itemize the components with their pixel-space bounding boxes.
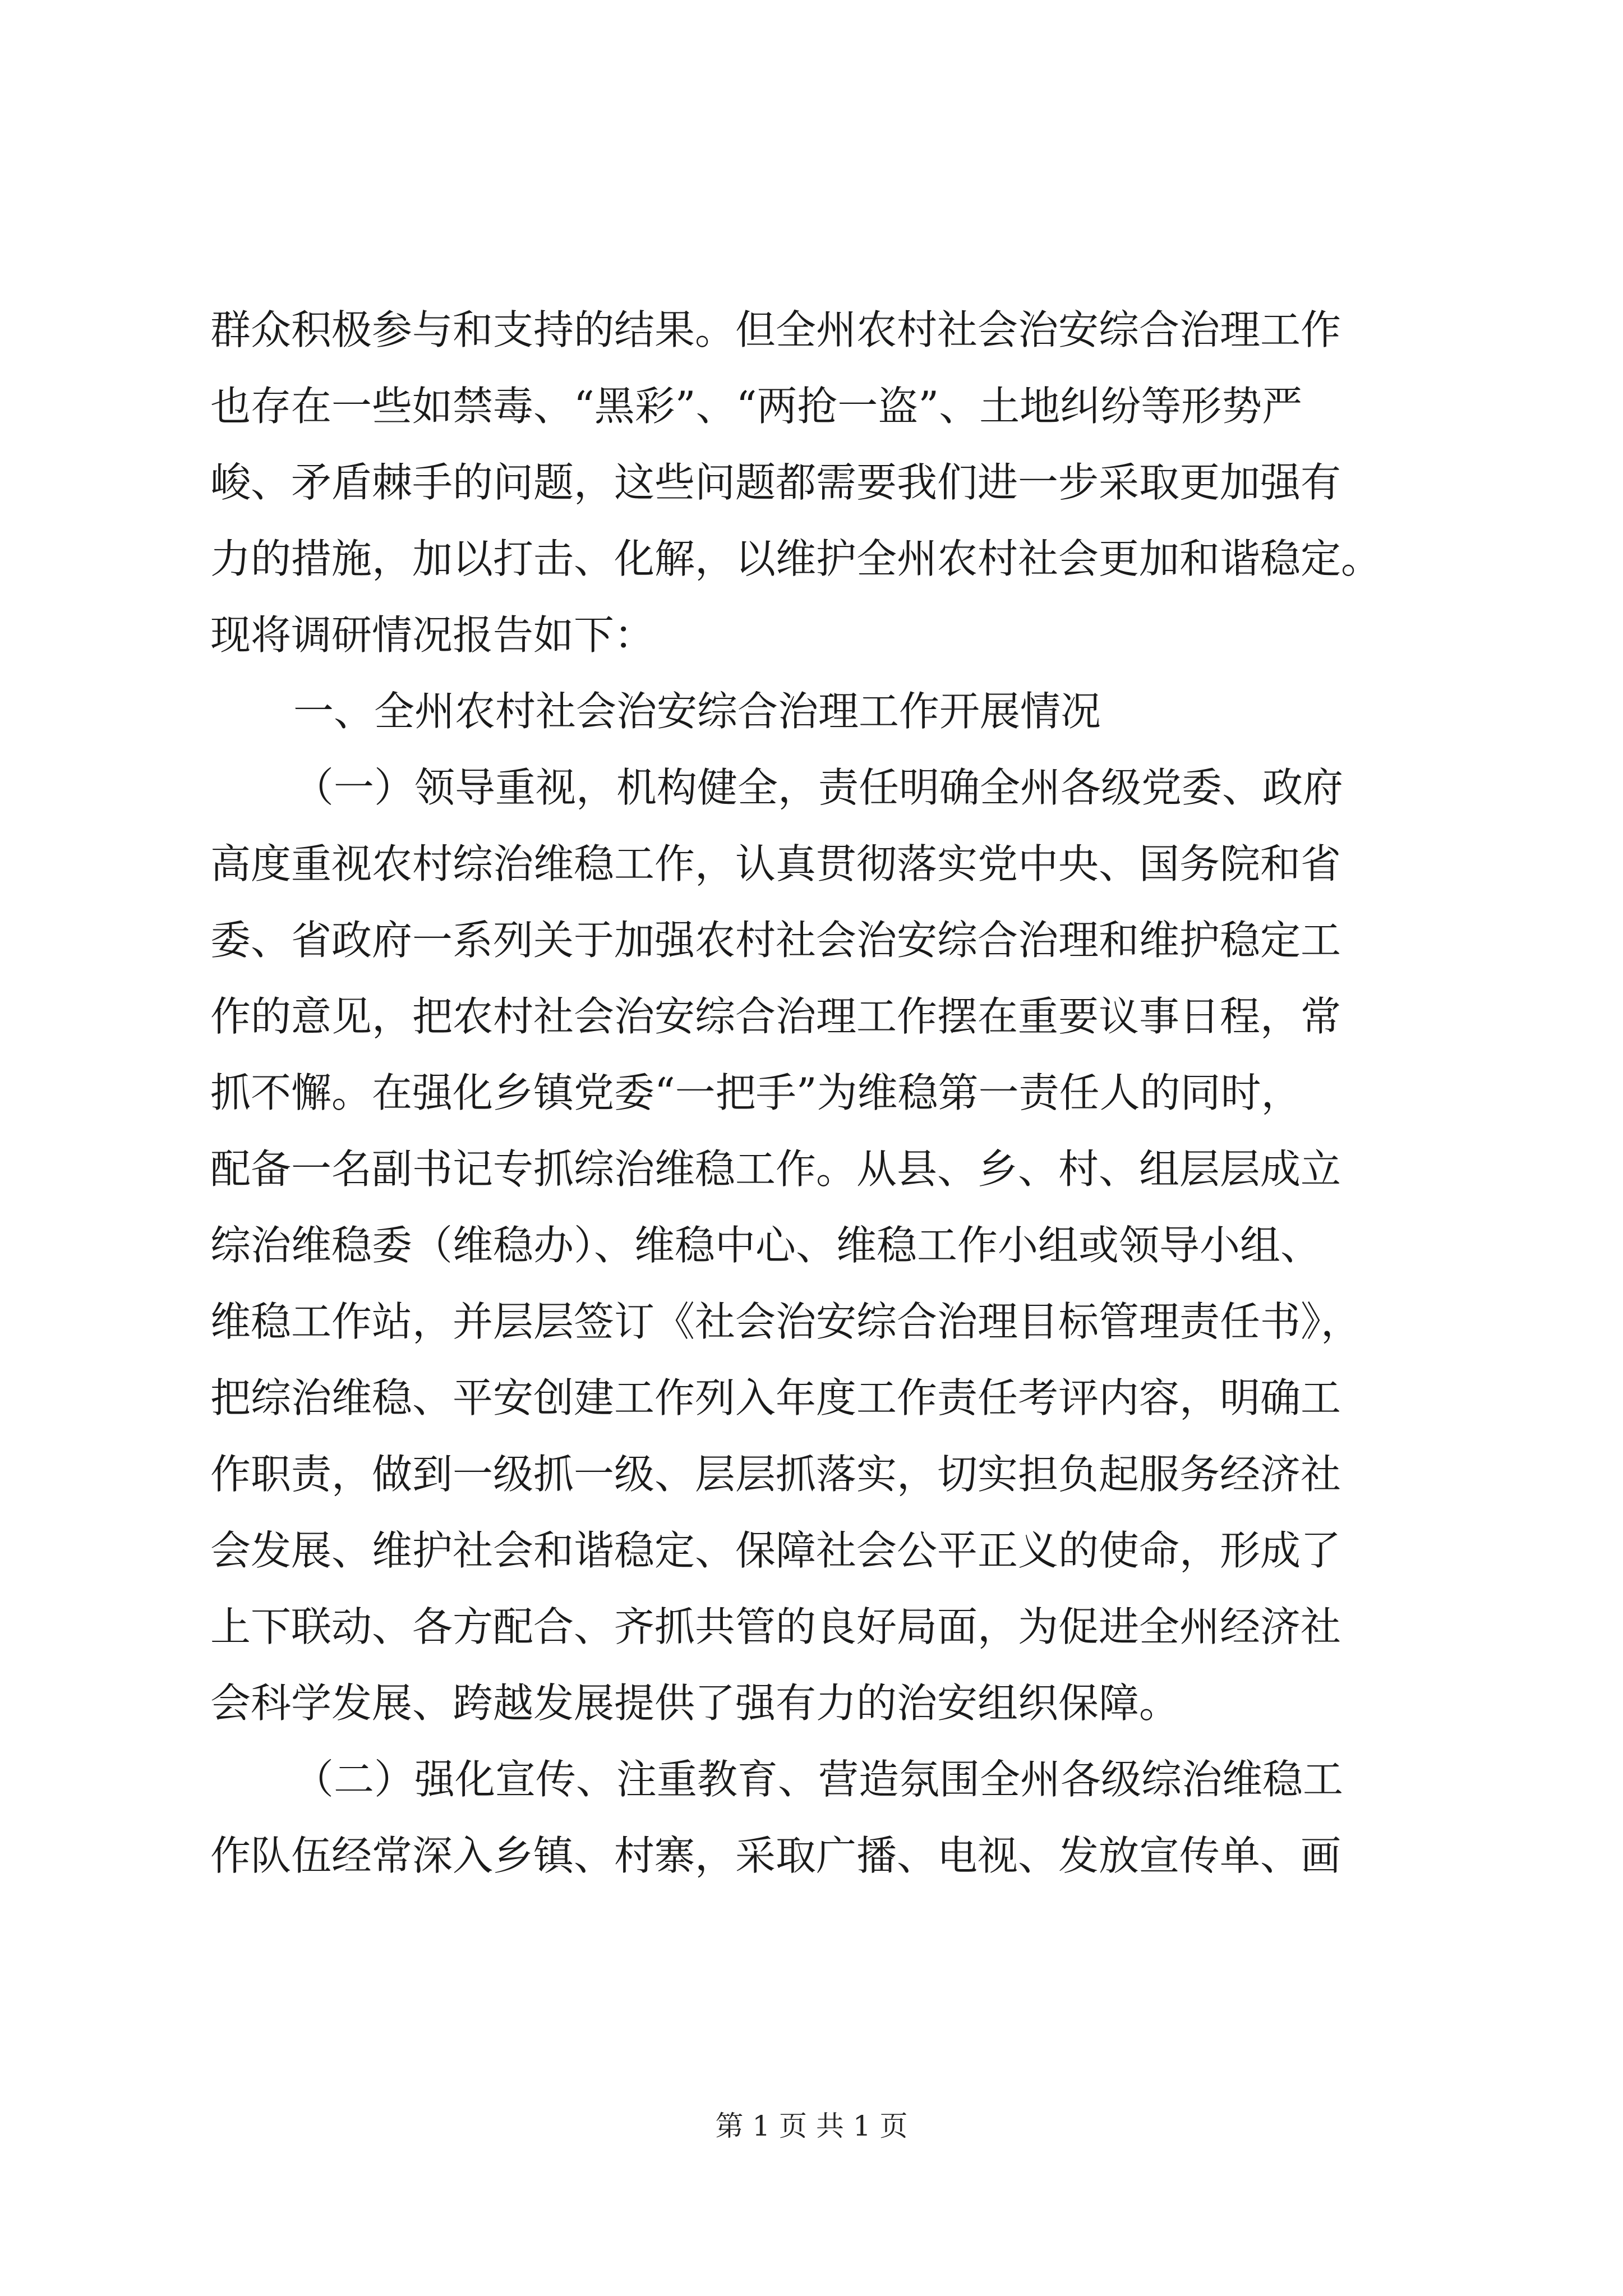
text-line: 群众积极参与和支持的结果。但全州农村社会治安综合治理工作: [210, 306, 1341, 353]
page-footer: 第 1 页 共 1 页: [715, 2110, 908, 2142]
text-line: 委、省政府一系列关于加强农村社会治安综合治理和维护稳定工: [210, 917, 1341, 964]
text-line: 现将调研情况报告如下：: [210, 611, 655, 659]
text-line: 抓不懈。在强化乡镇党委“一把手”为维稳第一责任人的同时，: [210, 1069, 1302, 1116]
text-line: 也存在一些如禁毒、“黑彩”、“两抢一盗”、土地纠纷等形势严: [210, 383, 1303, 430]
text-line: 高度重视农村综治维稳工作，认真贯彻落实党中央、国务院和省: [210, 840, 1341, 887]
document-body: [210, 292, 1433, 1894]
text-line: 维稳工作站，并层层签订《社会治安综合治理目标管理责任书》，: [210, 1298, 1362, 1345]
text-line: 峻、矛盾棘手的问题，这些问题都需要我们进一步采取更加强有: [210, 459, 1341, 506]
text-line: 上下联动、各方配合、齐抓共管的良好局面，为促进全州经济社: [210, 1603, 1341, 1650]
text-line: 会科学发展、跨越发展提供了强有力的治安组织保障。: [210, 1680, 1180, 1727]
subsection-heading: （二）强化宣传、注重教育、营造氛围全州各级综治维稳工: [293, 1756, 1344, 1803]
text-line: 会发展、维护社会和谐稳定、保障社会公平正义的使命，形成了: [210, 1527, 1341, 1574]
text-line: 作职责，做到一级抓一级、层层抓落实，切实担负起服务经济社: [210, 1451, 1341, 1498]
section-heading: 一、全州农村社会治安综合治理工作开展情况: [293, 688, 1101, 735]
subsection-heading: （一）领导重视，机构健全，责任明确全州各级党委、政府: [293, 764, 1344, 811]
text-line: 作队伍经常深入乡镇、村寨，采取广播、电视、发放宣传单、画: [210, 1832, 1341, 1879]
text-line: 配备一名副书记专抓综治维稳工作。从县、乡、村、组层层成立: [210, 1145, 1341, 1193]
text-line: 综治维稳委（维稳办）、维稳中心、维稳工作小组或领导小组、: [210, 1222, 1321, 1269]
text-line: 作的意见，把农村社会治安综合治理工作摆在重要议事日程，常: [210, 993, 1341, 1040]
text-line: 力的措施，加以打击、化解，以维护全州农村社会更加和谐稳定。: [210, 535, 1382, 582]
text-line: 把综治维稳、平安创建工作列入年度工作责任考评内容，明确工: [210, 1374, 1341, 1421]
